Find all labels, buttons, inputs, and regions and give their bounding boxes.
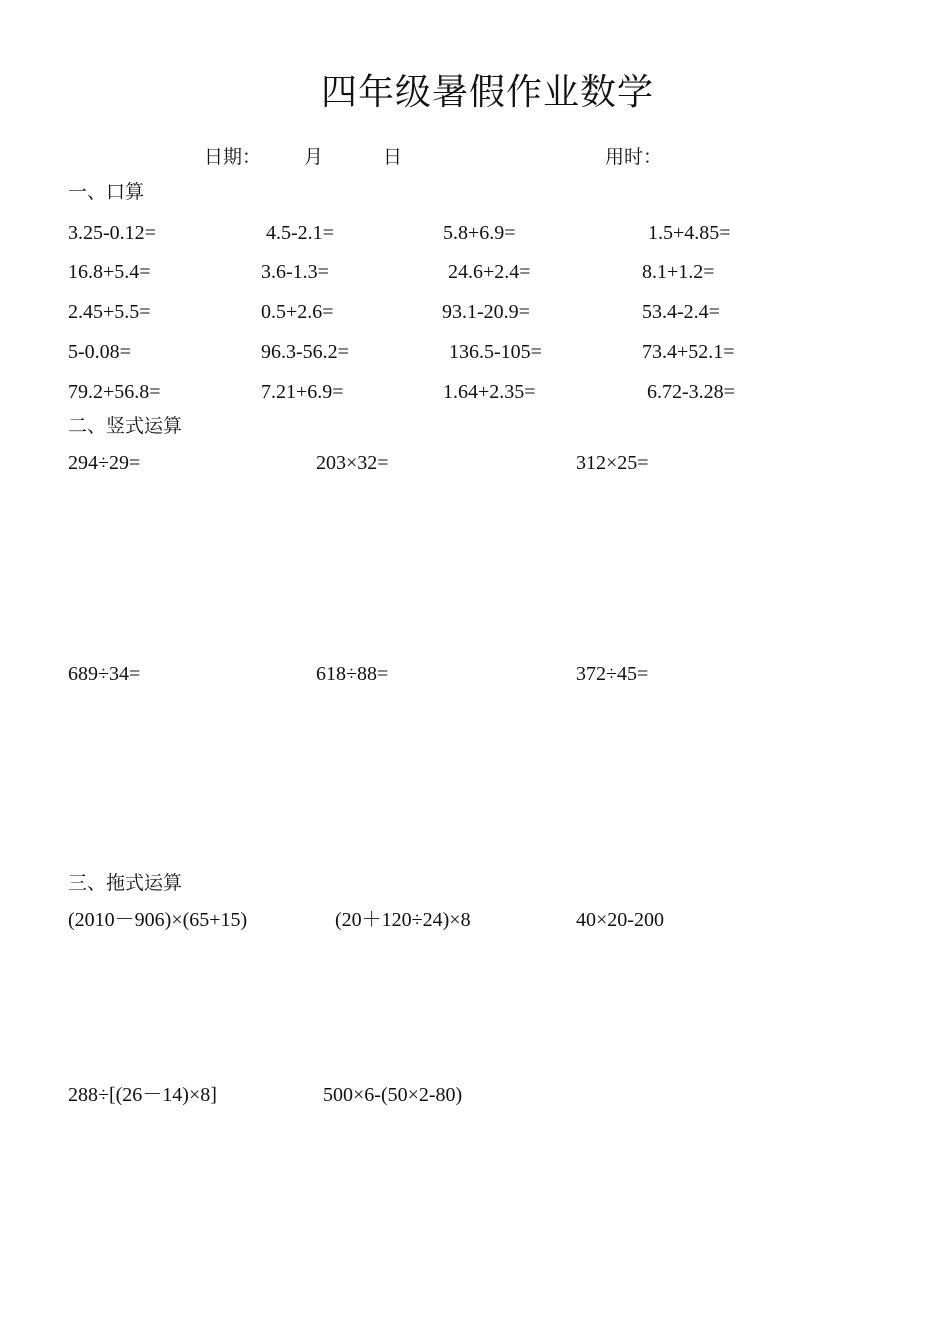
section-mental-math-heading: 一、口算 bbox=[68, 181, 145, 203]
problem: 73.4+52.1= bbox=[642, 341, 735, 363]
problem: 53.4-2.4= bbox=[642, 301, 720, 323]
date-label: 日期： bbox=[204, 146, 262, 168]
time-used-label: 用时： bbox=[605, 146, 663, 168]
problem: 0.5+2.6= bbox=[261, 301, 334, 323]
problem: 93.1-20.9= bbox=[442, 301, 530, 323]
problem: 3.6-1.3= bbox=[261, 261, 329, 283]
problem: 7.21+6.9= bbox=[261, 381, 344, 403]
problem: 372÷45= bbox=[576, 663, 649, 685]
problem: 5.8+6.9= bbox=[443, 222, 516, 244]
problem: 5-0.08= bbox=[68, 341, 131, 363]
problem: 1.64+2.35= bbox=[443, 381, 536, 403]
problem: 79.2+56.8= bbox=[68, 381, 161, 403]
month-label: 月 bbox=[304, 146, 324, 168]
problem: 40×20-200 bbox=[576, 909, 664, 931]
problem: 3.25-0.12= bbox=[68, 222, 156, 244]
problem: 8.1+1.2= bbox=[642, 261, 715, 283]
page-title: 四年级暑假作业数学 bbox=[320, 72, 654, 113]
problem: 312×25= bbox=[576, 452, 649, 474]
problem: (20＋120÷24)×8 bbox=[335, 909, 471, 931]
problem: 294÷29= bbox=[68, 452, 141, 474]
section-step-calc-heading: 三、拖式运算 bbox=[68, 872, 183, 894]
problem: 288÷[(26－14)×8] bbox=[68, 1084, 217, 1106]
problem: 1.5+4.85= bbox=[648, 222, 731, 244]
problem: 618÷88= bbox=[316, 663, 389, 685]
problem: 16.8+5.4= bbox=[68, 261, 151, 283]
problem: 500×6-(50×2-80) bbox=[323, 1084, 463, 1106]
problem: 689÷34= bbox=[68, 663, 141, 685]
problem: 136.5-105= bbox=[449, 341, 542, 363]
problem: 96.3-56.2= bbox=[261, 341, 349, 363]
problem: (2010－906)×(65+15) bbox=[68, 909, 248, 931]
problem: 4.5-2.1= bbox=[266, 222, 334, 244]
problem: 6.72-3.28= bbox=[647, 381, 735, 403]
day-label: 日 bbox=[383, 146, 403, 168]
section-vertical-calc-heading: 二、竖式运算 bbox=[68, 415, 183, 437]
problem: 24.6+2.4= bbox=[448, 261, 531, 283]
problem: 203×32= bbox=[316, 452, 389, 474]
problem: 2.45+5.5= bbox=[68, 301, 151, 323]
